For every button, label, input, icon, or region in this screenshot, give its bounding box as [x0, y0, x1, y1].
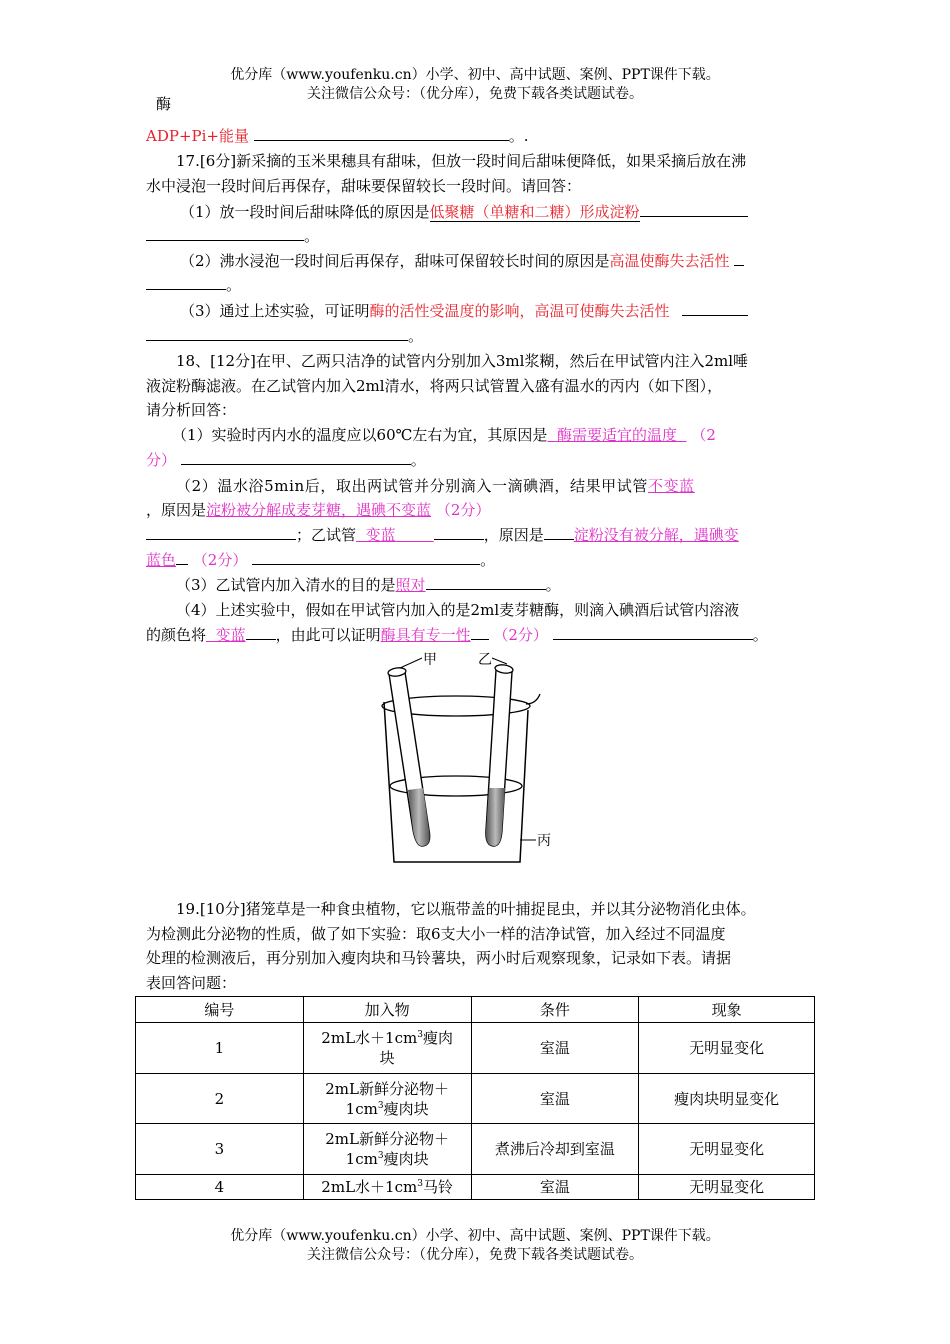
table-row — [136, 1074, 815, 1124]
table-header: 编号 — [136, 997, 304, 1023]
table-row — [136, 1124, 815, 1175]
q18-stem-2: 液淀粉酶滤液。在乙试管内加入2ml清水，将两只试管置入盛有温水的丙内（如下图）， — [146, 377, 723, 395]
row-result: 瘦肉块明显变化 — [639, 1074, 815, 1124]
footer-line-1: 优分库（www.youfenku.cn）小学、初中、高中试题、案例、PPT课件下载。 — [230, 1228, 720, 1244]
q18-p3-answer: 照对 — [395, 576, 426, 594]
test-tube-yi — [486, 664, 514, 846]
table-row — [136, 1175, 815, 1200]
table-header: 条件 — [471, 997, 639, 1023]
q18-p4-answer-b: 酶具有专一性 — [380, 626, 471, 644]
blank — [146, 225, 304, 241]
label-jia: 甲 — [423, 652, 437, 668]
row-condition: 煮沸后冷却到室温 — [471, 1124, 639, 1175]
blank — [254, 125, 509, 141]
table-row — [136, 1023, 815, 1074]
header-line-1: 优分库（www.youfenku.cn）小学、初中、高中试题、案例、PPT课件下载。 — [230, 67, 720, 83]
q17-part-3 — [180, 299, 844, 323]
test-tube-jia — [388, 667, 430, 846]
blank — [146, 524, 296, 540]
q17-part-2-cont — [146, 273, 810, 297]
q17-p3-text: （3）通过上述实验，可证明 — [180, 302, 370, 320]
period: 。 — [752, 626, 768, 644]
header-line-2: 关注微信公众号：（优分库），免费下载各类试题试卷。 — [307, 86, 643, 102]
footer-line-2: 关注微信公众号：（优分库），免费下载各类试题试卷。 — [307, 1247, 643, 1263]
q19-stem-2: 为检测此分泌物的性质，做了如下实验：取6支大小一样的洁净试管，加入经过不同温度 — [146, 925, 726, 943]
period: 。 — [304, 227, 320, 245]
label-line-yi — [492, 658, 507, 664]
q18-part-2 — [176, 474, 840, 498]
blank — [434, 524, 484, 540]
row-condition: 室温 — [471, 1175, 639, 1200]
score: （2 — [691, 426, 716, 444]
q18-part-3 — [176, 573, 840, 597]
table-header: 现象 — [639, 997, 815, 1023]
blank — [553, 624, 753, 640]
row-result: 无明显变化 — [639, 1023, 815, 1074]
q19-stem-4: 表回答问题： — [146, 974, 237, 992]
q18-part-4: （4）上述实验中，假如在甲试管内加入的是2ml麦芽糖酶，则滴入碘酒后试管内溶液 — [176, 601, 740, 619]
q18-tube-b-text: ；乙试管 — [296, 526, 357, 544]
q18-part-2-line-2 — [146, 498, 810, 522]
q18-p2-answer-d-cont: 蓝色 — [146, 551, 177, 569]
score: （2分） — [435, 501, 491, 519]
blank — [181, 449, 411, 465]
label-bing: 丙 — [537, 833, 551, 849]
q18-part-1 — [172, 423, 836, 447]
row-id: 1 — [136, 1023, 304, 1074]
adp-end: 。. — [508, 127, 529, 145]
q17-p1-text: （1）放一段时间后甜味降低的原因是 — [180, 203, 430, 221]
adp-line — [146, 124, 810, 148]
beaker-figure — [370, 650, 570, 868]
q17-part-1 — [180, 200, 844, 224]
label-line-jia — [400, 658, 422, 668]
q17-p2-text: （2）沸水浸泡一段时间后再保存，甜味可保留较长时间的原因是 — [180, 252, 610, 270]
row-condition: 室温 — [471, 1023, 639, 1074]
q18-p2-answer-a: 不变蓝 — [647, 477, 695, 495]
row-added: 2mL水$+1cm^3$马铃 — [303, 1175, 471, 1200]
blank — [640, 201, 748, 217]
blank — [426, 574, 546, 590]
q19-stem-3: 处理的检测液后，再分别加入瘦肉块和马铃薯块，两小时后观察现象，记录如下表。请据 — [146, 949, 732, 967]
period: 。 — [408, 327, 424, 345]
q18-p1-text: （1）实验时丙内水的温度应以60℃左右为宜，其原因是 — [172, 426, 548, 444]
blank — [246, 624, 276, 640]
q19-stem-1: 19.[10分]猪笼草是一种食虫植物，它以瓶带盖的叶捕捉昆虫，并以其分泌物消化虫体。 — [176, 900, 756, 918]
q18-p2-answer-c: 变蓝 — [365, 526, 396, 544]
blank — [682, 300, 748, 316]
period: 。 — [545, 576, 561, 594]
q17-p1-answer: 低聚糖（单糖和二糖）形成淀粉 — [429, 203, 640, 221]
period: 。 — [410, 451, 426, 469]
q17-p3-answer: 酶的活性受温度的影响，高温可使酶失去活性 — [369, 302, 670, 320]
adp-label: ADP+Pi+能量 — [146, 127, 249, 145]
blank — [252, 549, 480, 565]
q18-p2-answer-d: 淀粉没有被分解，遇碘变 — [573, 526, 739, 544]
row-added: 2mL新鲜分泌物＋ $1cm^3$瘦肉块 — [303, 1074, 471, 1124]
label-yi: 乙 — [478, 652, 492, 668]
beaker-spout — [526, 694, 540, 704]
q17-part-2 — [180, 249, 844, 273]
blank — [146, 274, 226, 290]
row-id: 3 — [136, 1124, 304, 1175]
q18-p4-text: 的颜色将 — [146, 626, 207, 644]
blank — [544, 524, 574, 540]
q17-p2-answer: 高温使酶失去活性 — [609, 252, 730, 270]
q17-stem-1: 17.[6分]新采摘的玉米果穗具有甜味，但放一段时间后甜味便降低，如果采摘后放在沸 — [176, 152, 747, 170]
row-result: 无明显变化 — [639, 1175, 815, 1200]
q17-part-1-cont — [146, 224, 810, 248]
top-fragment: 酶 — [156, 95, 172, 113]
q18-p2-reason: ，原因是 — [146, 501, 207, 519]
q18-p2-text: （2）温水浴5min后，取出两试管并分别滴入一滴碘酒，结果甲试管 — [176, 477, 648, 495]
period: 。 — [480, 551, 496, 569]
q18-p1-answer: 酶需要适宜的温度 — [556, 426, 677, 444]
row-added: 2mL水$+1cm^3$瘦肉 块 — [303, 1023, 471, 1074]
q17-stem-2: 水中浸泡一段时间后再保存，甜味要保留较长一段时间。请回答： — [146, 177, 582, 195]
table-header-row — [136, 997, 815, 1023]
blank — [176, 549, 188, 565]
q18-part-2-line-3 — [146, 523, 810, 547]
q18-part-2-line-4 — [146, 548, 810, 572]
row-id: 4 — [136, 1175, 304, 1200]
row-condition: 室温 — [471, 1074, 639, 1124]
row-id: 2 — [136, 1074, 304, 1124]
results-table — [135, 996, 815, 1200]
blank — [734, 250, 744, 266]
q18-stem-1: 18、[12分]在甲、乙两只洁净的试管内分别加入3ml浆糊，然后在甲试管内注入2ml唾 — [176, 352, 749, 370]
blank — [471, 624, 489, 640]
q18-p4-answer-a: 变蓝 — [215, 626, 246, 644]
blank — [146, 325, 408, 341]
score: （2分） — [192, 551, 248, 569]
score: （2分） — [493, 626, 548, 644]
q18-part-1-cont — [146, 448, 810, 472]
table-header: 加入物 — [303, 997, 471, 1023]
period: 。 — [226, 276, 242, 294]
row-added: 2mL新鲜分泌物＋ $1cm^3$瘦肉块 — [303, 1124, 471, 1175]
score: 分） — [146, 451, 177, 469]
q18-p4-text-3: ，由此可以证明 — [275, 626, 381, 644]
q18-stem-3: 请分析回答： — [146, 401, 237, 419]
q18-p2-answer-b: 淀粉被分解成麦芽糖，遇碘不变蓝 — [206, 501, 432, 519]
q17-part-3-cont — [146, 324, 810, 348]
row-result: 无明显变化 — [639, 1124, 815, 1175]
q18-p3-text: （3）乙试管内加入清水的目的是 — [176, 576, 396, 594]
q18-part-4-line-2 — [146, 623, 810, 647]
q18-reason-text: ，原因是 — [483, 526, 544, 544]
